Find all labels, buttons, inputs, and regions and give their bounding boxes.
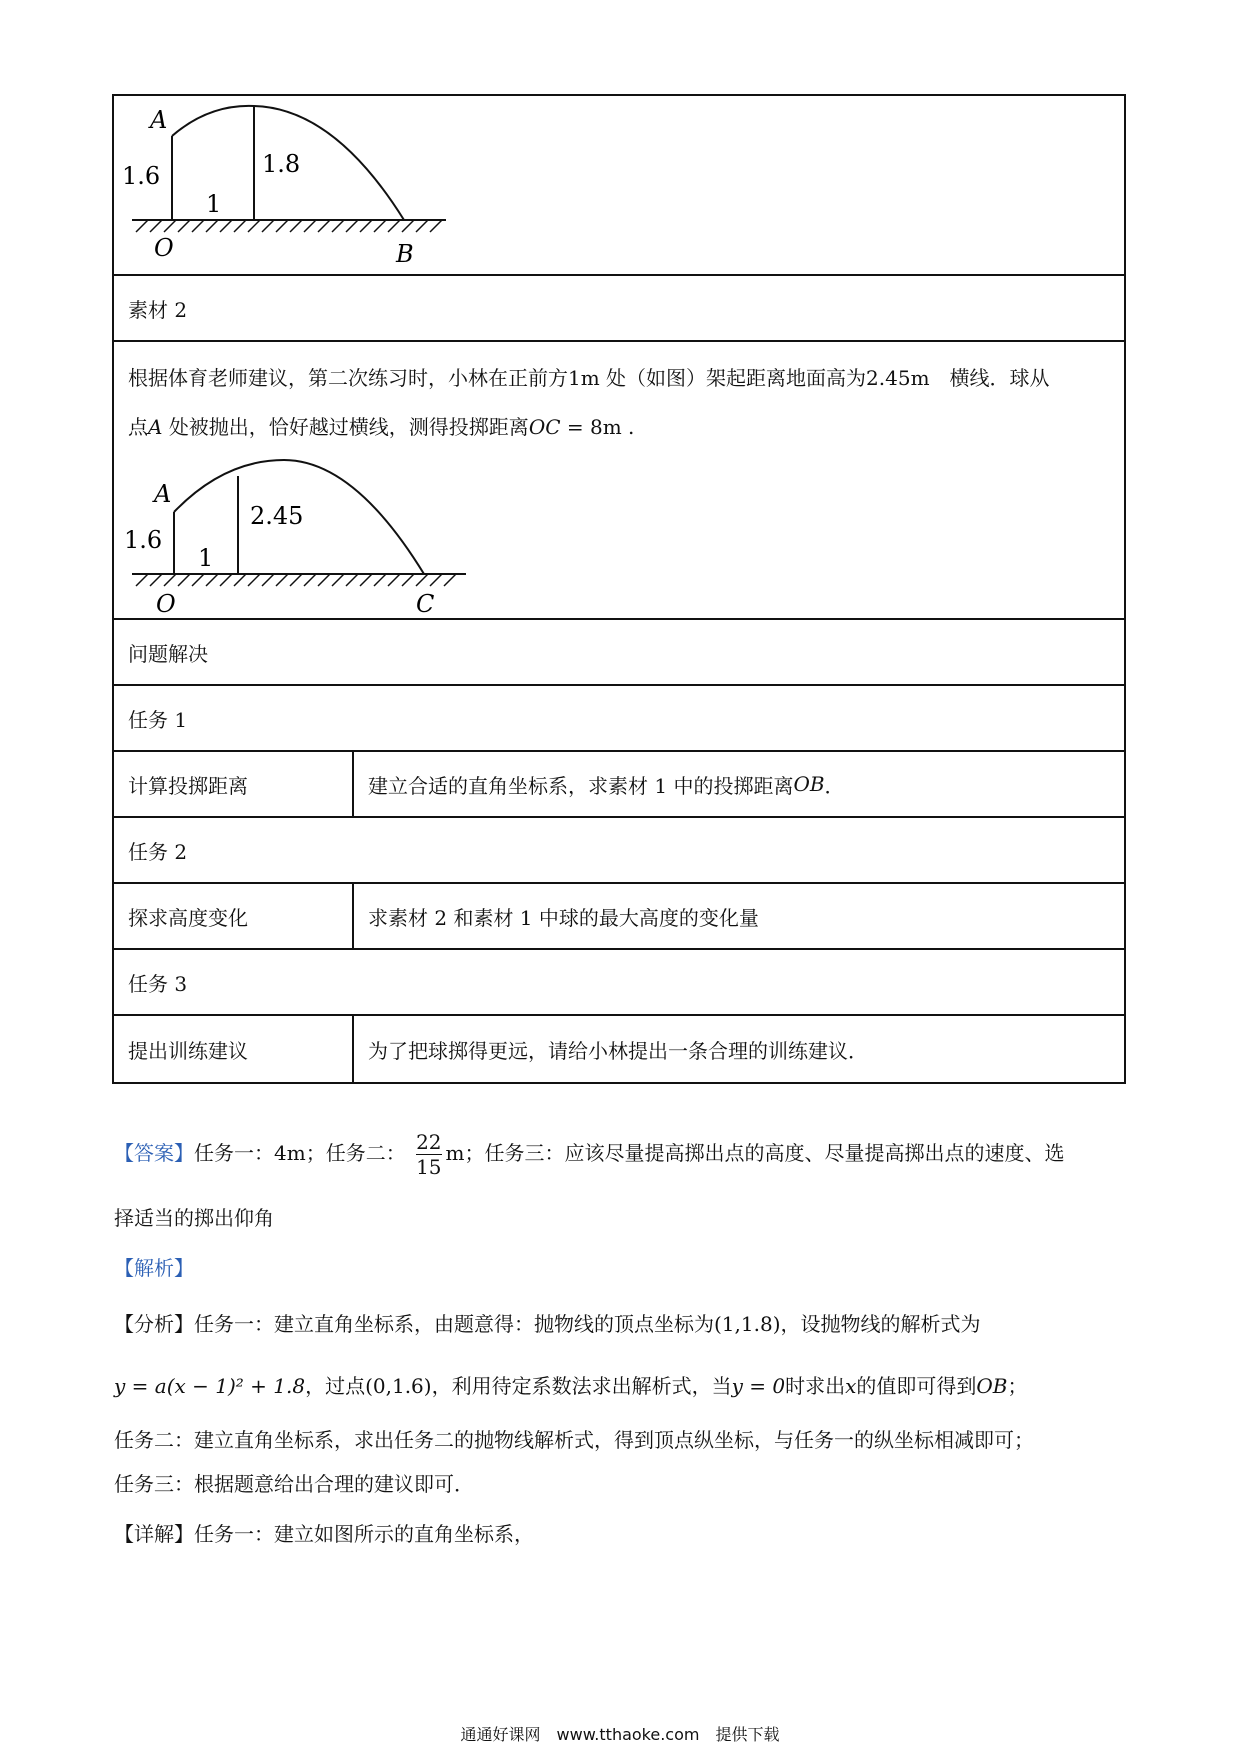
page-footer: 通通好课网 www.tthaoke.com 提供下载 bbox=[460, 1725, 780, 1744]
fig1-height-start: 1.6 bbox=[122, 162, 161, 190]
task3-header-row bbox=[114, 950, 1124, 1016]
problem-table bbox=[112, 94, 1126, 1084]
material2-line1: 根据体育老师建议，第二次练习时，小林在正前方1m 处（如图）架起距离地面高为2.45m 横线．球从 bbox=[128, 366, 1050, 390]
task1-name: 计算投掷距离 bbox=[128, 773, 248, 798]
material2-title: 素材 2 bbox=[128, 297, 188, 322]
material2-header-row bbox=[114, 276, 1124, 342]
fenxi-line4: 任务三：根据题意给出合理的建议即可． bbox=[114, 1472, 474, 1496]
fig2-distance: 1 bbox=[198, 544, 214, 572]
task1-row bbox=[114, 752, 1124, 818]
fenxi-line3: 任务二：建立直角坐标系，求出任务二的抛物线解析式，得到顶点纵坐标，与任务一的纵坐标相减即可； bbox=[114, 1428, 1034, 1452]
figure2-diagram bbox=[114, 450, 474, 620]
xiangjie-line: 【详解】任务一：建立如图所示的直角坐标系， bbox=[114, 1522, 534, 1546]
fig2-label-a: A bbox=[154, 480, 172, 508]
fig2-label-o: O bbox=[156, 590, 176, 618]
material2-row bbox=[114, 342, 1124, 620]
parabola-formula: y = a(x − 1)² + 1.8 bbox=[114, 1374, 306, 1398]
fig2-label-c: C bbox=[416, 590, 435, 618]
answer-line1: 【答案】任务一：4m；任务二： $\frac{22}{15}$ m；任务三：应该尽量提高掷出点的高度、尽量提高掷出点的速度、选 bbox=[114, 1130, 1065, 1179]
task2-title: 任务 2 bbox=[128, 839, 188, 864]
point-a-symbol: A bbox=[148, 415, 163, 439]
problem-header-row bbox=[114, 620, 1124, 686]
problem-title: 问题解决 bbox=[128, 641, 208, 666]
fig2-height-start: 1.6 bbox=[124, 526, 163, 554]
task2-header-row bbox=[114, 818, 1124, 884]
task3-title: 任务 3 bbox=[128, 971, 188, 996]
answer-line2: 择适当的掷出仰角 bbox=[114, 1206, 274, 1230]
answer-fraction: $\frac{22}{15}$ bbox=[416, 1130, 442, 1179]
task3-name: 提出训练建议 bbox=[128, 1038, 248, 1063]
fenxi-line1: 【分析】任务一：建立直角坐标系，由题意得：抛物线的顶点坐标为(1,1.8)，设抛物线的解析式为 bbox=[114, 1312, 981, 1336]
fenxi-tag: 【分析】 bbox=[114, 1312, 194, 1336]
task2-desc: 求素材 2 和素材 1 中球的最大高度的变化量 bbox=[368, 905, 759, 930]
task2-name: 探求高度变化 bbox=[128, 905, 248, 930]
task1-title: 任务 1 bbox=[128, 707, 188, 732]
ob-symbol: OB bbox=[793, 772, 825, 796]
task1-desc: 建立合适的直角坐标系，求素材 1 中的投掷距离 OB ． bbox=[368, 772, 845, 798]
fig1-label-b: B bbox=[396, 240, 414, 268]
task2-row bbox=[114, 884, 1124, 950]
task3-desc: 为了把球掷得更远，请给小林提出一条合理的训练建议． bbox=[368, 1038, 868, 1063]
xiangjie-tag: 【详解】 bbox=[114, 1522, 194, 1546]
figure1-diagram bbox=[114, 96, 454, 276]
task1-header-row bbox=[114, 686, 1124, 752]
fig2-height-bar: 2.45 bbox=[250, 502, 304, 530]
analysis-tag: 【解析】 bbox=[114, 1256, 194, 1280]
oc-symbol: OC bbox=[528, 415, 561, 439]
figure1-row bbox=[114, 96, 1124, 276]
fig1-label-a: A bbox=[150, 106, 168, 134]
fenxi-line2: y = a(x − 1)² + 1.8，过点(0,1.6)，利用待定系数法求出解析式，当y = 0时求出x的值即可得到OB； bbox=[114, 1374, 1028, 1398]
fig1-label-o: O bbox=[154, 234, 174, 262]
material2-text bbox=[114, 342, 1124, 452]
fig1-height-peak: 1.8 bbox=[262, 150, 301, 178]
fig1-distance: 1 bbox=[206, 190, 222, 218]
material2-line2: 点A 处被抛出，恰好越过横线，测得投掷距离OC = 8m . bbox=[128, 415, 635, 439]
answer-tag: 【答案】 bbox=[114, 1141, 194, 1165]
task3-row bbox=[114, 1016, 1124, 1082]
